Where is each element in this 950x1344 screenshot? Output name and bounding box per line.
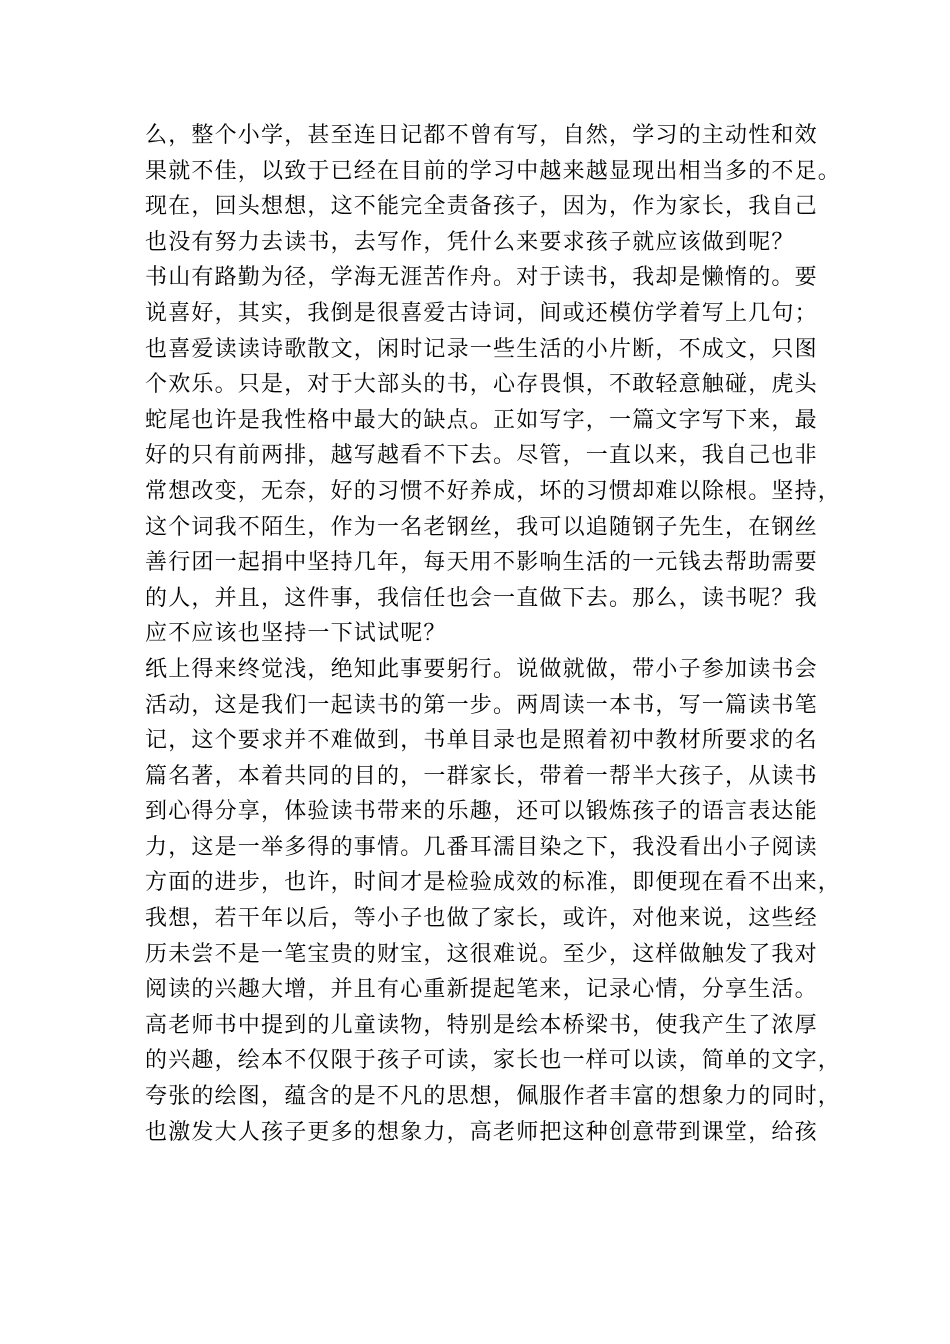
text-line: 的兴趣，绘本不仅限于孩子可读，家长也一样可以读，简单的文字， xyxy=(145,1048,842,1074)
text-line: 么，整个小学，甚至连日记都不曾有写，自然，学习的主动性和效 xyxy=(145,123,818,148)
text-line: 也激发大人孩子更多的想象力，高老师把这种创意带到课堂，给孩 xyxy=(145,1119,818,1145)
text-line: 到心得分享，体验读书带来的乐趣，还可以锻炼孩子的语言表达能 xyxy=(145,799,818,825)
text-line: 善行团一起捐中坚持几年，每天用不影响生活的一元钱去帮助需要 xyxy=(145,550,818,576)
text-line: 记，这个要求并不难做到，书单目录也是照着初中教材所要求的名 xyxy=(145,728,818,754)
text-line: 好的只有前两排，越写越看不下去。尽管，一直以来，我自己也非 xyxy=(145,443,818,469)
text-line: 蛇尾也许是我性格中最大的缺点。正如写字，一篇文字写下来，最 xyxy=(145,407,818,433)
text-line: 常想改变，无奈，好的习惯不好养成，坏的习惯却难以除根。坚持， xyxy=(145,478,842,504)
text-line: 个欢乐。只是，对于大部头的书，心存畏惧，不敢轻意触碰，虎头 xyxy=(145,372,818,398)
text-line: 高老师书中提到的儿童读物，特别是绘本桥梁书，使我产生了浓厚 xyxy=(145,1012,818,1038)
text-line: 篇名著，本着共同的目的，一群家长，带着一帮半大孩子，从读书 xyxy=(145,763,818,789)
text-line: 应不应该也坚持一下试试呢？ xyxy=(145,621,447,647)
text-line: 也没有努力去读书，去写作，凭什么来要求孩子就应该做到呢？ xyxy=(145,229,795,255)
text-line: 果就不佳，以致于已经在目前的学习中越来越显现出相当多的不足。 xyxy=(145,158,842,184)
text-line: 我想，若干年以后，等小子也做了家长，或许，对他来说，这些经 xyxy=(145,906,818,932)
text-line: 夸张的绘图，蕴含的是不凡的思想，佩服作者丰富的想象力的同时， xyxy=(145,1084,842,1110)
text-line: 现在，回头想想，这不能完全责备孩子，因为，作为家长，我自己 xyxy=(145,194,818,220)
body-text xyxy=(145,118,842,1150)
text-line: 力，这是一举多得的事情。几番耳濡目染之下，我没看出小子阅读 xyxy=(145,834,818,860)
text-line: 书山有路勤为径，学海无涯苦作舟。对于读书，我却是懒惰的。要 xyxy=(145,265,818,291)
text-line: 纸上得来终觉浅，绝知此事要躬行。说做就做，带小子参加读书会 xyxy=(145,656,818,682)
text-line: 也喜爱读读诗歌散文，闲时记录一些生活的小片断，不成文，只图 xyxy=(145,336,818,362)
text-line: 的人，并且，这件事，我信任也会一直做下去。那么，读书呢？我 xyxy=(145,585,818,611)
text-line: 这个词我不陌生，作为一名老钢丝，我可以追随钢子先生，在钢丝 xyxy=(145,514,818,540)
text-line: 历未尝不是一笔宝贵的财宝，这很难说。至少，这样做触发了我对 xyxy=(145,941,818,967)
text-line: 说喜好，其实，我倒是很喜爱古诗词，间或还模仿学着写上几句； xyxy=(145,300,818,326)
text-line: 活动，这是我们一起读书的第一步。两周读一本书，写一篇读书笔 xyxy=(145,692,818,718)
text-line: 方面的进步，也许，时间才是检验成效的标准，即便现在看不出来， xyxy=(145,870,842,896)
text-line: 阅读的兴趣大增，并且有心重新提起笔来，记录心情，分享生活。 xyxy=(145,977,818,1003)
